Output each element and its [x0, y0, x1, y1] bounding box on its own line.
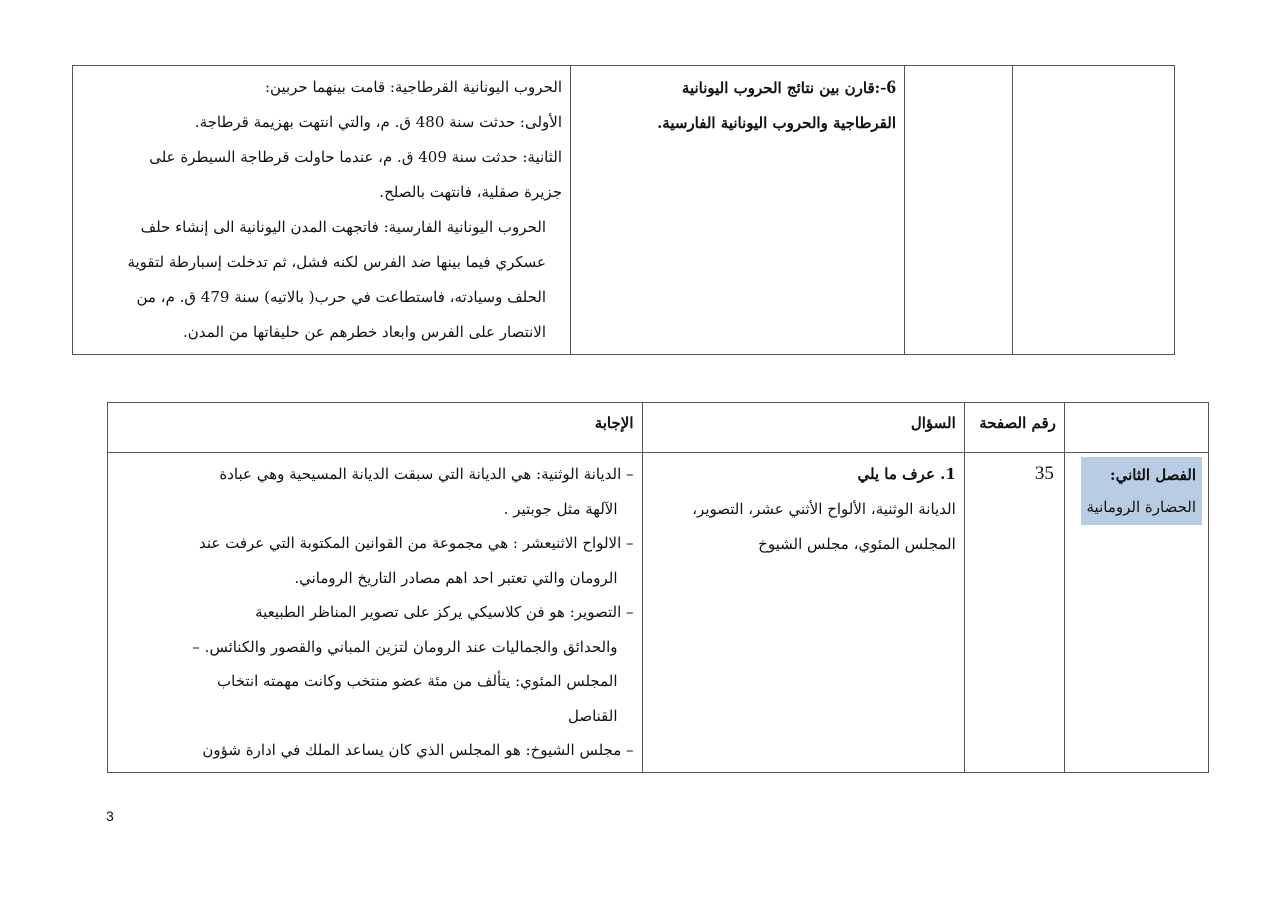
header-row: [108, 403, 1209, 453]
answer-line: الآلهة مثل جوبتير .: [503, 499, 618, 518]
comparison-table: [72, 65, 1175, 355]
definitions-table: [107, 402, 1209, 773]
answer-line: الحروب اليونانية الفارسية: فاتجهت المدن اليونانية الى إنشاء حلف: [140, 218, 546, 236]
chapter-name: الحضارة الرومانية: [1086, 498, 1196, 516]
content-row: [108, 453, 1209, 773]
answer-line: جزيرة صقلية، فانتهت بالصلح.: [379, 183, 562, 201]
answer-line: الانتصار على الفرس وابعاد خطرهم عن حليفاتها من المدن.: [182, 323, 546, 341]
answer-line: الثانية: حدثت سنة 409 ق. م، عندما حاولت قرطاجة السيطرة على: [149, 148, 562, 166]
page-number: 3: [106, 808, 114, 824]
answer-cell: [108, 453, 643, 773]
empty-cell-1: [1013, 66, 1175, 355]
header-answer: الإجابة: [108, 403, 643, 453]
answer-line: المجلس المئوي: يتألف من مئة عضو منتخب وكانت مهمته انتخاب: [217, 672, 618, 690]
question-cell: [571, 66, 905, 355]
question-cell: [642, 453, 964, 773]
answer-line: الحلف وسيادته، فاستطاعت في حرب( بالاتيه) سنة 479 ق. م، من: [136, 288, 546, 306]
answer-line: عسكري فيما بينها ضد الفرس لكنه فشل، ثم تدخلت إسبارطة لتقوية: [127, 253, 546, 271]
answer-line: الأولى: حدثت سنة 480 ق. م، والتي انتهت بهزيمة قرطاجة.: [194, 113, 562, 131]
answer-line: والحدائق والجماليات عند الرومان لتزين المباني والقصور والكنائس. –: [192, 637, 618, 656]
answer-line: القناصل: [567, 706, 618, 725]
question-number: 6-: [880, 77, 896, 98]
answer-line: – التصوير: هو فن كلاسيكي يركز على تصوير المناظر الطبيعية: [255, 603, 634, 621]
answer-line: الرومان والتي تعتبر احد اهم مصادر التاريخ الروماني.: [294, 568, 618, 587]
answer-line: الحروب اليونانية القرطاجية: قامت بينهما حربين:: [264, 78, 562, 96]
question-line: الديانة الوثنية، الألواح الأثني عشر، التصوير،: [692, 500, 956, 518]
question-line-2: القرطاجية والحروب اليونانية الفارسية.: [657, 114, 896, 132]
question-text: [571, 66, 904, 145]
chapter-title: الفصل الثاني:: [1110, 466, 1196, 484]
answer-cell: [73, 66, 571, 355]
answer-line: – الديانة الوثنية: هي الديانة التي سبقت الديانة المسيحية وهي عبادة: [219, 465, 634, 483]
question-title: 1. عرف ما يلي: [857, 465, 956, 483]
header-chapter: [1064, 403, 1208, 453]
question-text: [643, 453, 964, 566]
answer-line: – مجلس الشيوخ: هو المجلس الذي كان يساعد الملك في ادارة شؤون: [202, 741, 634, 759]
question-line-1: :قارن بين نتائج الحروب اليونانية: [681, 79, 881, 97]
page-value: 35: [1034, 463, 1054, 484]
header-page-number: رقم الصفحة: [964, 403, 1064, 453]
header-question: السؤال: [642, 403, 964, 453]
chapter-cell: [1064, 453, 1208, 773]
answer-text: [73, 66, 570, 354]
page-cell: [964, 453, 1064, 773]
answer-line: – الالواح الاثنيعشر : هي مجموعة من القوانين المكتوبة التي عرفت عند: [198, 534, 634, 552]
empty-cell-2: [905, 66, 1013, 355]
question-line: المجلس المئوي، مجلس الشيوخ: [758, 535, 956, 553]
answer-text: [108, 453, 642, 772]
chapter-highlight: [1081, 457, 1202, 525]
